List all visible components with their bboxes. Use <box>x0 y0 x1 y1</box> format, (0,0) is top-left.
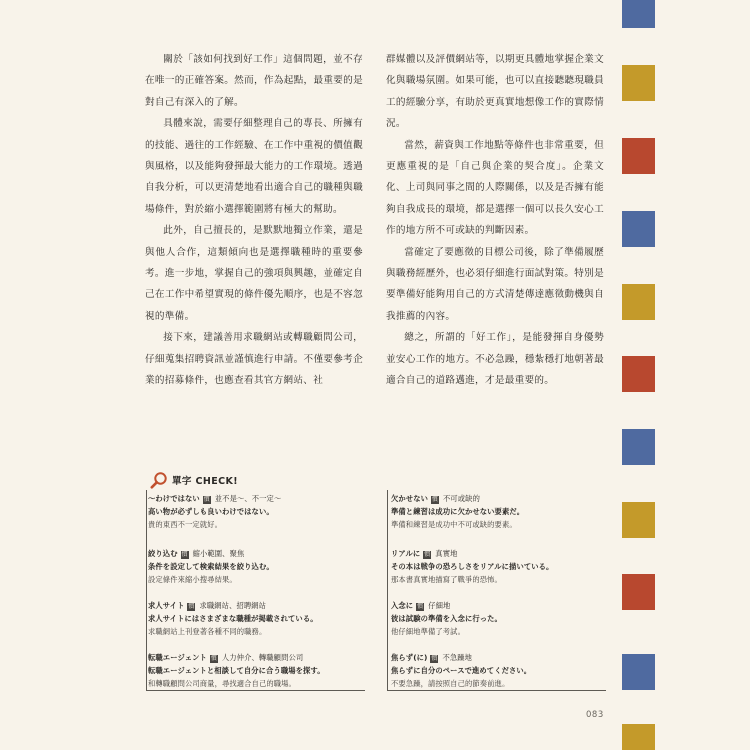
vocab-entry <box>148 547 358 586</box>
example-translation: 設定條件來縮小搜尋結果。 <box>148 575 237 584</box>
vocab-word: リアルに <box>391 549 421 558</box>
stripe-gold <box>622 65 655 101</box>
stripe-gold <box>622 502 655 538</box>
stripe-blue <box>622 0 655 28</box>
vocab-meaning: 並不是〜、不一定〜 <box>214 494 282 503</box>
stripe-blue <box>622 211 655 247</box>
pos-badge: 慣 <box>188 603 195 610</box>
vocab-entry <box>391 492 601 531</box>
pos-badge: 慣 <box>431 496 439 503</box>
vocab-word: 焦らず(に) <box>391 653 428 662</box>
stripe-blue <box>622 429 655 465</box>
vocab-entry <box>391 599 601 638</box>
pos-badge: 慣 <box>431 655 438 662</box>
stripe-gold <box>622 724 655 750</box>
vocab-meaning: 真實地 <box>435 549 458 558</box>
paragraph: 關於「該如何找到好工作」這個問題，並不存在唯一的正確答案。然而，作為起點，最重要的是對自己有深入的了解。 <box>145 54 363 108</box>
magnifier-icon <box>150 471 168 489</box>
vocab-meaning: 不可或缺的 <box>442 494 480 503</box>
vocab-entry <box>148 492 358 531</box>
vocab-meaning: 仔細地 <box>428 601 451 610</box>
vocab-word: 絞り込む <box>148 549 178 558</box>
vocab-divider <box>146 690 365 691</box>
vocab-entry <box>391 547 601 586</box>
paragraph: 當確定了要應徵的目標公司後，除了準備履歷與職務經歷外，也必須仔細進行面試對策。特別是要準備好能夠用自己的方式清楚傳達應徵動機與自我推薦的內容。 <box>386 246 604 322</box>
vocab-word: 転職エージェント <box>148 653 207 662</box>
example-sentence: 彼は試験の準備を入念に行った。 <box>391 614 502 623</box>
paragraph: 總之，所謂的「好工作」，是能發揮自身優勢並安心工作的地方。不必急躁，穩紮穩打地朝著最適合自己的道路邁進，才是最重要的。 <box>386 332 604 387</box>
example-translation: 他仔細地準備了考試。 <box>391 627 465 636</box>
vocab-word: 入念に <box>391 601 414 610</box>
example-sentence: 条件を設定して検索結果を絞り込む。 <box>148 562 274 571</box>
paragraph: 具體來說，需要仔細整理自己的專長、所擁有的技能、過往的工作經驗、在工作中重視的價值觀與風格，以及能夠發揮最大能力的工作環境。透過自我分析，可以更清楚地看出適合自己的職種與職場條件，對於縮小選擇範圍將有極大的幫助。 <box>145 118 363 215</box>
vocab-divider <box>387 690 606 691</box>
vocab-meaning: 縮小範圍、聚焦 <box>192 549 245 558</box>
example-translation: 貴的東西不一定就好。 <box>148 520 222 529</box>
paragraph: 接下來，建議善用求職網站或轉職顧問公司，仔細蒐集招聘資訊並謹慎進行申請。不僅要參考企業的招募條件，也應查看其官方網站、社 <box>145 332 363 387</box>
example-sentence: その本は戦争の恐ろしさをリアルに描いている。 <box>391 562 554 571</box>
vocab-divider <box>146 490 147 691</box>
vocab-word: 求人サイト <box>148 601 185 610</box>
vocab-entry <box>148 599 358 638</box>
vocab-meaning: 不急躁地 <box>442 653 473 662</box>
stripe-blue <box>622 654 655 690</box>
example-sentence: 準備と練習は成功に欠かせない要素だ。 <box>391 507 525 516</box>
example-sentence: 焦らずに自分のペースで進めてください。 <box>391 666 532 675</box>
vocab-entry <box>391 651 601 690</box>
vocab-word: 〜わけではない <box>148 494 200 503</box>
example-sentence: 転職エージェントと相談して自分に合う職場を探す。 <box>148 666 325 675</box>
example-translation: 準備和練習是成功中不可或缺的要素。 <box>391 520 517 529</box>
stripe-red <box>622 574 655 610</box>
pos-badge: 慣 <box>203 496 210 503</box>
paragraph: 當然，薪資與工作地點等條件也非常重要，但更應重視的是「自己與企業的契合度」。企業文化、上司與同事之間的人際關係，以及是否擁有能夠自我成長的環境，都是選擇一個可以長久安心工作的地方所不可或缺的判斷因素。 <box>386 139 604 237</box>
vocab-divider <box>387 490 388 691</box>
pos-badge: 慣 <box>210 655 217 662</box>
example-translation: 和轉職顧問公司商量，尋找適合自己的職場。 <box>148 679 296 688</box>
example-translation: 求職網站上刊登著各種不同的職務。 <box>148 627 267 636</box>
body-column-right <box>386 49 604 392</box>
body-column-left <box>145 49 363 392</box>
paragraph: 群媒體以及評價網站等，以期更具體地掌握企業文化與職場氛圍。如果可能，也可以直接聽聽現職員工的經驗分享，有助於更真實地想像工作的實際情況。 <box>386 54 604 130</box>
stripe-red <box>622 138 655 174</box>
vocab-meaning: 求職網站、招聘網站 <box>199 601 267 610</box>
vocab-word: 欠かせない <box>391 494 428 503</box>
page-number: 083 <box>586 710 604 720</box>
stripe-red <box>622 356 655 392</box>
example-sentence: 高い物が必ずしも良いわけではない。 <box>148 507 274 516</box>
vocab-title: 單字 CHECK! <box>172 476 238 487</box>
vocab-meaning: 人力仲介、轉職顧問公司 <box>221 653 304 662</box>
vocab-heading <box>150 471 238 489</box>
vocab-entry <box>148 651 358 690</box>
example-translation: 不要急躁，請按照自己的節奏前進。 <box>391 679 510 688</box>
pos-badge: 慣 <box>424 551 431 558</box>
pos-badge: 慣 <box>181 551 188 558</box>
stripe-gold <box>622 284 655 320</box>
example-sentence: 求人サイトにはさまざまな職種が掲載されている。 <box>148 614 318 623</box>
paragraph: 此外，自己擅長的，是默默地獨立作業，還是與他人合作，這類傾向也是選擇職種時的重要參考。進一步地，掌握自己的強項與興趣，並確定自己在工作中希望實現的條件優先順序，也是不容忽視的準備。 <box>145 225 363 322</box>
pos-badge: 慣 <box>417 603 424 610</box>
example-translation: 那本書真實地描寫了戰爭的恐怖。 <box>391 575 502 584</box>
